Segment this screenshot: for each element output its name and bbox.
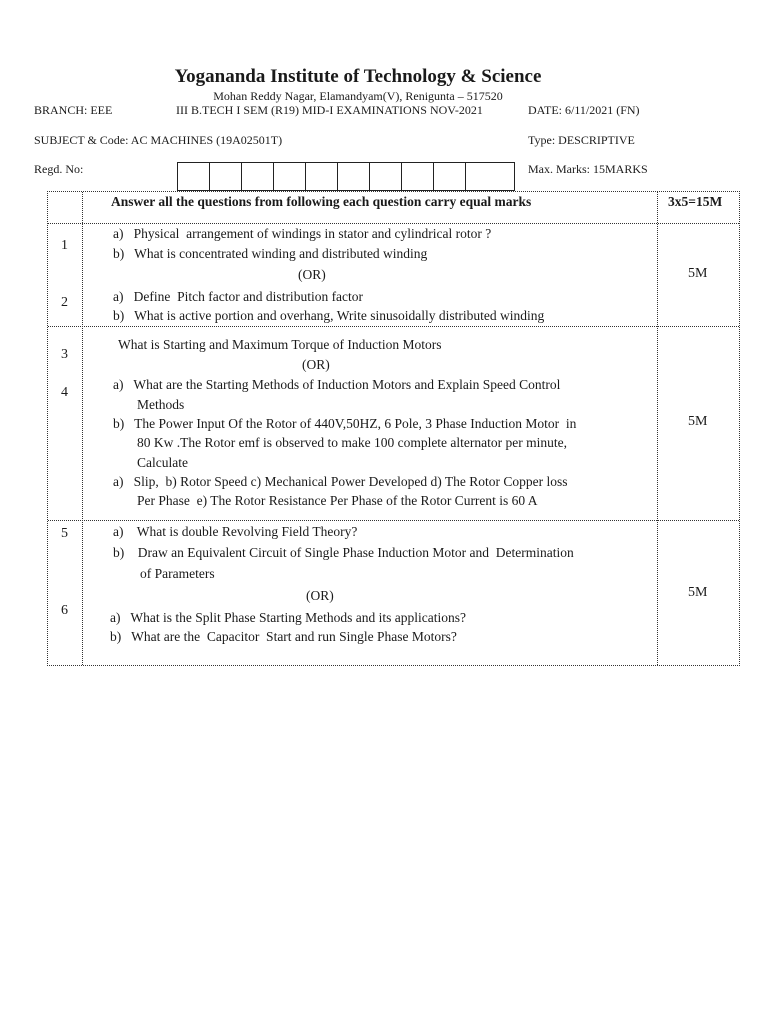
total-marks: 3x5=15M <box>668 194 723 209</box>
regd-label: Regd. No: <box>34 162 84 176</box>
question-text: b) What are the Capacitor Start and run Single Phase Motors? <box>110 629 457 644</box>
exam-date: DATE: 6/11/2021 (FN) <box>528 103 640 117</box>
institute-title: Yogananda Institute of Technology & Science <box>174 66 542 87</box>
question-text: b) Draw an Equivalent Circuit of Single Phase Induction Motor and Determination <box>113 545 574 560</box>
regd-box <box>241 162 274 191</box>
question-text: b) What is concentrated winding and distributed winding <box>113 246 428 261</box>
question-text: a) Physical arrangement of windings in stator and cylindrical rotor ? <box>113 226 492 241</box>
regd-box <box>401 162 434 191</box>
subject-code: SUBJECT & Code: AC MACHINES (19A02501T) <box>34 133 283 147</box>
question-text: Per Phase e) The Rotor Resistance Per Phase of the Rotor Current is 60 A <box>137 493 538 508</box>
instruction-text: Answer all the questions from following each question carry equal marks <box>111 194 532 209</box>
question-number: 6 <box>61 603 68 618</box>
question-text: a) What is double Revolving Field Theory? <box>113 524 358 539</box>
question-text: a) Slip, b) Rotor Speed c) Mechanical Power Developed d) The Rotor Copper loss <box>113 474 568 489</box>
institute-address: Mohan Reddy Nagar, Elamandyam(V), Renigunta – 517520 <box>213 89 503 103</box>
question-text: a) What are the Starting Methods of Induction Motors and Explain Speed Control <box>113 377 561 392</box>
branch-label: BRANCH: EEE <box>34 103 113 117</box>
row-divider <box>48 520 739 521</box>
question-number: 3 <box>61 347 68 362</box>
row-divider <box>48 326 739 327</box>
regd-box <box>337 162 370 191</box>
or-separator: (OR) <box>298 267 326 282</box>
question-text: Calculate <box>137 455 188 470</box>
regd-box <box>369 162 402 191</box>
question-text: Methods <box>137 397 185 412</box>
question-text: What is Starting and Maximum Torque of Induction Motors <box>118 337 442 352</box>
question-text: a) Define Pitch factor and distribution factor <box>113 289 364 304</box>
question-text: b) What is active portion and overhang, Write sinusoidally distributed winding <box>113 308 545 323</box>
question-marks: 5M <box>688 414 708 429</box>
question-number: 5 <box>61 526 68 541</box>
question-text: of Parameters <box>140 566 215 581</box>
exam-name: III B.TECH I SEM (R19) MID-I EXAMINATIONS NOV-2021 <box>176 103 483 117</box>
regd-box <box>465 162 515 191</box>
regd-box <box>433 162 466 191</box>
question-number: 2 <box>61 295 68 310</box>
max-marks: Max. Marks: 15MARKS <box>528 162 648 176</box>
question-text: b) The Power Input Of the Rotor of 440V,50HZ, 6 Pole, 3 Phase Induction Motor in <box>113 416 577 431</box>
column-divider <box>82 192 83 665</box>
or-separator: (OR) <box>306 588 334 603</box>
regd-box <box>273 162 306 191</box>
question-text: a) What is the Split Phase Starting Methods and its applications? <box>110 610 466 625</box>
question-number: 4 <box>61 385 68 400</box>
regd-box <box>177 162 210 191</box>
exam-type: Type: DESCRIPTIVE <box>528 133 635 147</box>
column-divider <box>657 192 658 665</box>
question-marks: 5M <box>688 585 708 600</box>
question-number: 1 <box>61 238 68 253</box>
regd-box <box>305 162 338 191</box>
regd-number-boxes <box>178 162 515 190</box>
question-marks: 5M <box>688 266 708 281</box>
question-text: 80 Kw .The Rotor emf is observed to make 100 complete alternator per minute, <box>137 435 568 450</box>
regd-box <box>209 162 242 191</box>
row-divider <box>48 223 739 224</box>
question-table <box>47 191 740 666</box>
or-separator: (OR) <box>302 357 330 372</box>
